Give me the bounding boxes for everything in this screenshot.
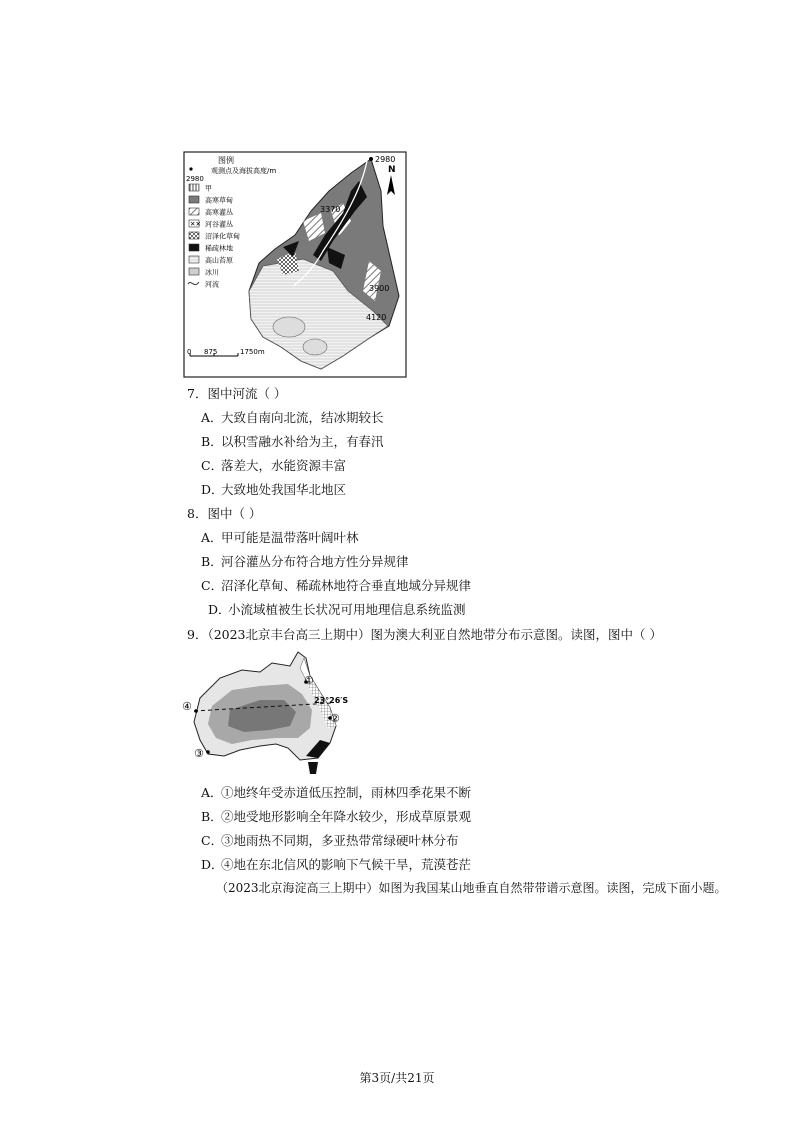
question-9-option-b[interactable]: B．②地受地形影响全年降水较少，形成草原景观 — [201, 809, 472, 824]
question-7-option-a[interactable]: A．大致自南向北流，结冰期较长 — [201, 410, 384, 425]
point-label: 2980 — [375, 155, 396, 164]
svg-text:高寒草甸: 高寒草甸 — [205, 196, 233, 205]
australia-outline — [194, 652, 336, 774]
question-7-option-c[interactable]: C．落差大，水能资源丰富 — [201, 458, 347, 473]
page-footer: 第3页/共21页 — [359, 1071, 435, 1085]
point-label: 4120 — [366, 313, 387, 322]
latitude-label: 23°26′S — [314, 696, 349, 705]
svg-text:沼泽化草甸: 沼泽化草甸 — [205, 232, 240, 241]
watershed-vegetation-map — [183, 151, 407, 378]
label-4: ④ — [182, 700, 192, 713]
question-7-stem: 7．图中河流（ ） — [187, 386, 287, 401]
question-7-option-b[interactable]: B．以积雪融水补给为主，有春汛 — [201, 434, 384, 449]
svg-text:稀疏林地: 稀疏林地 — [205, 244, 233, 253]
question-7-option-d[interactable]: D．大致地处我国华北地区 — [201, 482, 347, 497]
label-3: ③ — [194, 747, 204, 760]
svg-text:河谷灌丛: 河谷灌丛 — [205, 220, 233, 229]
question-9-option-a[interactable]: A．①地终年受赤道低压控制，雨林四季花果不断 — [201, 785, 472, 800]
legend-title: 图例 — [218, 156, 234, 165]
svg-text:高寒灌丛: 高寒灌丛 — [205, 208, 233, 217]
question-8-option-a[interactable]: A．甲可能是温带落叶阔叶林 — [201, 530, 359, 545]
north-label: N — [388, 165, 396, 175]
question-8-option-d[interactable]: D．小流域植被生长状况可用地理信息系统监测 — [208, 602, 466, 617]
svg-text:甲: 甲 — [205, 184, 212, 193]
svg-text:✕✕: ✕✕ — [190, 220, 201, 228]
next-section-intro: （2023北京海淀高三上期中）如图为我国某山地垂直自然带带谱示意图。读图，完成下面小题。 — [216, 881, 727, 895]
svg-text:875: 875 — [204, 348, 218, 356]
point-label: 3370 — [320, 205, 341, 214]
label-1: ① — [304, 674, 314, 687]
svg-text:河流: 河流 — [205, 280, 219, 289]
question-8-option-b[interactable]: B．河谷灌丛分布符合地方性分异规律 — [201, 554, 409, 569]
question-9-option-c[interactable]: C．③地雨热不同期，多亚热带常绿硬叶林分布 — [201, 833, 459, 848]
svg-text:高山苔原: 高山苔原 — [205, 256, 233, 265]
question-8-option-c[interactable]: C．沼泽化草甸、稀疏林地符合垂直地域分异规律 — [201, 578, 472, 593]
australia-natural-zones-map — [180, 648, 370, 776]
question-9-stem: 9．（2023北京丰台高三上期中）图为澳大利亚自然地带分布示意图。读图，图中（ ） — [187, 627, 662, 642]
label-2: ② — [330, 712, 340, 725]
point-label: 3900 — [369, 284, 390, 293]
legend-point-value: 2980 — [186, 175, 204, 183]
svg-text:1750m: 1750m — [240, 348, 265, 356]
legend-point-label: 观测点及海拔高度/m — [211, 167, 277, 175]
question-8-stem: 8．图中（ ） — [187, 506, 262, 521]
svg-text:0: 0 — [187, 348, 192, 356]
question-9-option-d[interactable]: D．④地在东北信风的影响下气候干旱，荒漠苍茫 — [201, 857, 472, 872]
svg-text:冰川: 冰川 — [205, 268, 219, 277]
